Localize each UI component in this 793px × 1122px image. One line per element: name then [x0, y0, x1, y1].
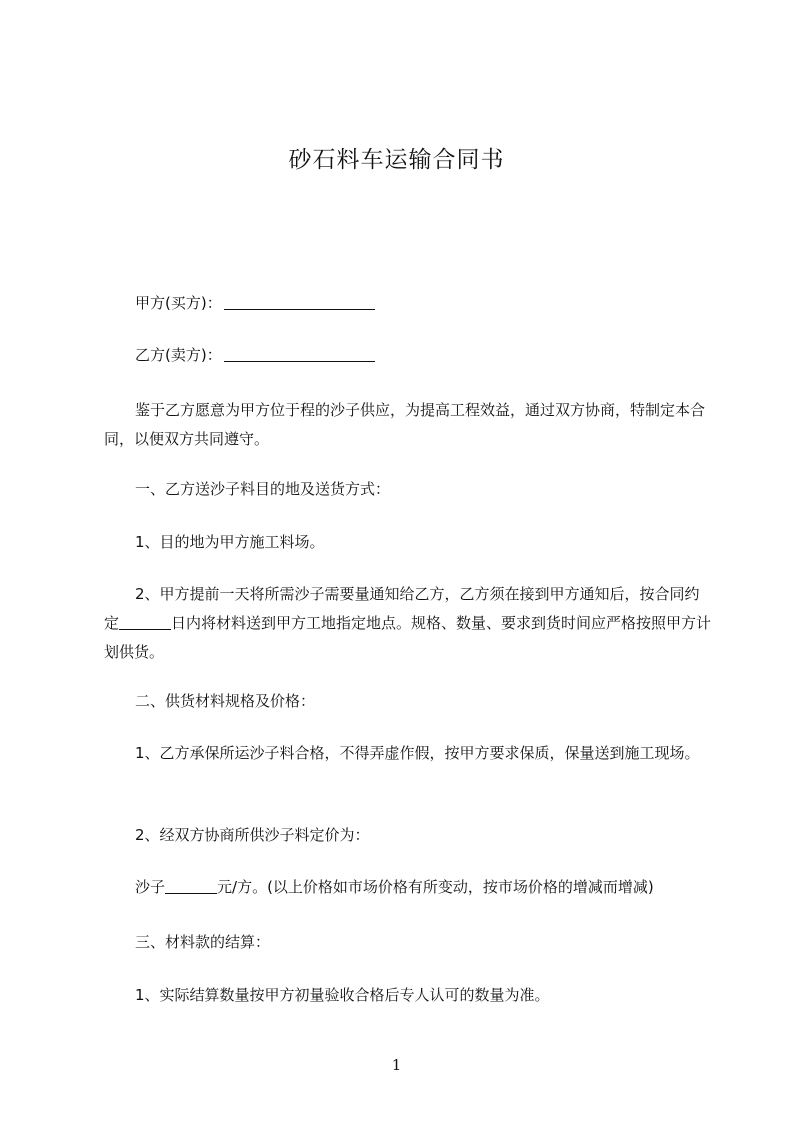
party-a-blank [224, 294, 375, 310]
price-suffix: 元/方。(以上价格如市场价格有所变动，按市场价格的增减而增减) [217, 878, 654, 896]
party-b-label: 乙方(卖方)： [135, 346, 222, 364]
section1-item1: 1、目的地为甲方施工料场。 [135, 533, 325, 551]
section1-item2 [104, 580, 714, 667]
party-b-line [135, 345, 375, 365]
section1-heading: 一、乙方送沙子料目的地及送货方式： [135, 480, 391, 498]
section2-item1: 1、乙方承保所运沙子料合格，不得弄虚作假，按甲方要求保质，保量送到施工现场。 [135, 744, 700, 762]
section2-item2: 2、经双方协商所供沙子料定价为： [135, 826, 370, 844]
party-a-line [135, 293, 375, 313]
party-a-label: 甲方(买方)： [135, 294, 222, 312]
section3-heading: 三、材料款的结算： [135, 933, 271, 951]
price-prefix: 沙子 [135, 878, 166, 896]
section1-item2-part2: 日内将材料送到甲方工地指定地点。规格、数量、要求到货时间应严格按照甲方计划供货。 [104, 614, 712, 661]
party-b-blank [224, 346, 375, 362]
days-blank [119, 614, 171, 630]
intro-paragraph: 鉴于乙方愿意为甲方位于程的沙子供应，为提高工程效益，通过双方协商，特制定本合同，以便双方共同遵守。 [104, 401, 706, 448]
section2-heading: 二、供货材料规格及价格： [135, 692, 316, 710]
price-blank [165, 878, 217, 894]
page-number: 1 [391, 1056, 402, 1074]
section1-item2-part1: 2、甲方提前一天将所需沙子需要量通知给乙方，乙方须在接到甲方通知后，按合同约定 [104, 585, 700, 632]
section3-item1: 1、实际结算数量按甲方初量验收合格后专人认可的数量为准。 [135, 986, 550, 1004]
document-title: 砂石料车运输合同书 [288, 147, 505, 173]
price-line [135, 877, 654, 897]
